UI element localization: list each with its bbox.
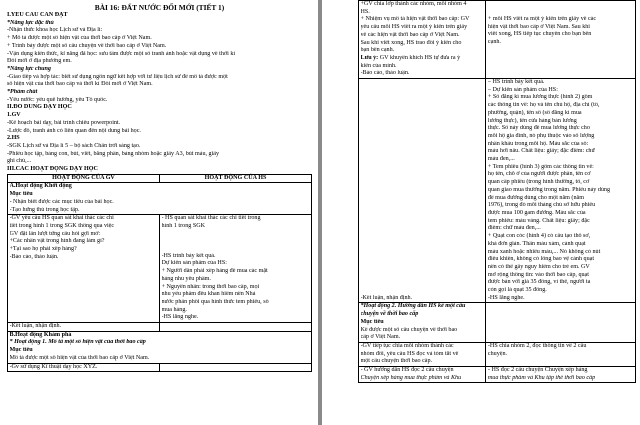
text-line: -SGK Lịch sử và Địa lí 5 – bộ sách Chân trời sáng tạo. (7, 142, 141, 149)
text-line: 1976), trong đó mỗi tháng chủ sở hữu phiếu (487, 202, 596, 209)
activity-a-title: A.Hoạt động Khởi động (9, 183, 72, 190)
text-line: Chuyện xếp hàng mua thực phẩm và Khu (360, 374, 462, 381)
text-line: -Báo cáo, thảo luận. (360, 70, 410, 77)
activities-table (7, 174, 312, 372)
text-line: tem phiếu: màu vàng. Chất liệu: giấy; đặc (487, 217, 590, 224)
text-line: bạn bên cạnh. (360, 47, 395, 54)
text-line: màu hơi nâu. Chất liệu: giấy; đặc điểm: chữ (487, 148, 595, 155)
text-line: cấp ở Việt Nam. (360, 334, 401, 341)
text-line: tiết trong hình 1 trong SGK thông qua việc (9, 222, 115, 229)
text-line: + Nhiệm vụ mô tả hiện vật thời bao cấp: GV (360, 16, 470, 23)
table-row (8, 331, 312, 363)
text-line: + Quạt con cóc (hình 4) có cấu tạo thô sơ, (487, 233, 591, 240)
objective-label: Mục tiêu (9, 191, 33, 198)
text-line: +Tại sao họ phải xếp hàng? (9, 246, 77, 253)
column-header-student: HOẠT ĐỘNG CỦA HS (160, 174, 312, 183)
text-line: nhân khẩu trong mỗi hộ. Màu sắc của sổ: (487, 140, 589, 147)
subheading-general-competence: *Năng lực chung (7, 65, 51, 72)
text-line: -Gv sử dụng Kĩ thuật dạy học XYZ. (9, 363, 98, 370)
note-text: GV khuyến khích HS tự đưa ra ý (378, 54, 461, 61)
text-line: điểm: chữ màu đen,... (487, 225, 541, 232)
text-line: -Lược đồ, tranh ảnh có liên quan đến nội dung bài học. (7, 127, 141, 134)
table-cell-teacher (359, 342, 486, 366)
text-line: - Nhận biết được các mục tiêu của bài học. (9, 198, 114, 205)
text-line: phường, quận), tên số (số đăng kí mua (487, 109, 582, 116)
text-line: điều khiển, không có lồng bao vệ cánh quạt (487, 256, 595, 263)
column-header-teacher: HOẠT ĐỘNG CỦA GV (8, 174, 160, 183)
text-line: -Kết luận, nhận định. (9, 323, 62, 330)
table-cell-teacher (8, 363, 160, 372)
activities-table-continued (358, 0, 636, 383)
text-line: + mỗi HS viết ra một ý kiến trên giấy về các (487, 16, 597, 22)
activity-2-title: *Hoạt động 2. Hướng dẫn HS kể một câu chuyện về thời bao cấp (360, 303, 466, 318)
section-teaching-materials: II.ĐỒ DÙNG DẠY HỌC (7, 104, 72, 111)
text-line: +GV chia lớp thành các nhóm, mỗi nhóm 4 (360, 1, 467, 7)
table-cell-teacher (359, 303, 486, 343)
text-line: Dự kiến sản phẩm của HS: (161, 260, 227, 267)
section-requirements: I.YÊU CẦU CẦN ĐẠT (7, 12, 68, 18)
text-line: – HS trình bày kết quả. (487, 79, 545, 86)
text-line: +Các nhân vật trong hình đang làm gì? (9, 238, 105, 245)
text-line: các thông tin về: họ và tên chủ hộ, địa chỉ (tổ, (487, 102, 600, 109)
text-line: -Tạo hứng thú trong học tập. (9, 206, 80, 213)
section-activities: III.CÁC HOẠT ĐỘNG DẠY HỌC (7, 166, 98, 173)
table-cell-student (160, 323, 312, 332)
text-line: họ tên, chỗ ở của người được phân, tên cơ (487, 171, 591, 178)
activity-b-title: B.Hoạt động Khám phá (9, 331, 72, 338)
subheading-students: 2.HS (7, 135, 20, 142)
text-line: được bán với giá 35 đồng, vì thế, người ta (487, 279, 591, 286)
text-line: -Yêu nước: yêu quê hương, yêu Tổ quốc. (7, 96, 108, 103)
text-line: yêu cầu mỗi HS viết ra một ý kiến trên giấy (360, 24, 468, 31)
table-cell-student (486, 303, 636, 343)
text-line: hiện vật thời bao cấp ở Việt Nam. Sau khi (487, 23, 590, 30)
text-line: màu đen,... (487, 156, 515, 163)
document-page-2 (322, 0, 640, 425)
text-line: quan giao mua thường trong năm. Phiếu này dùng (487, 186, 611, 193)
text-line: + Tem phiếu (hình 3) gồm các thông tin về: (487, 163, 594, 170)
text-line: - HS quan sát khai thác các chi tiết trong (161, 215, 261, 222)
table-cell-student (486, 79, 636, 303)
text-line: HS. (360, 8, 370, 15)
text-line: mỗi hộ gia đình, nó phụ thuộc vào số lượng (487, 132, 595, 139)
text-line: ghi chú,... (7, 158, 32, 165)
text-line: để mua đường dùng cho một năm (năm (487, 194, 584, 201)
text-line: nhu yếu phẩm đều khan hiếm nên Nhà (161, 291, 256, 298)
text-line: - GV hướng dẫn HS đọc 2 câu chuyện (360, 367, 454, 374)
table-cell-student (486, 1, 636, 79)
text-line: số hiện vật của thời bao cấp và thời kì Đổi mới ở Việt Nam. (7, 81, 153, 88)
table-cell-teacher (359, 79, 486, 303)
table-cell-teacher (359, 367, 486, 383)
text-line: GV đặt lần lượt từng câu hỏi gợi mở: (9, 230, 101, 237)
text-line: -Giao tiếp và hợp tác: biết sử dụng ngôn ngữ kết hợp với tư liệu lịch sử để mô tả được một (7, 73, 228, 80)
text-line: + Sổ đăng kí mua lương thực (hình 2) gồm (487, 94, 593, 101)
text-line: + Nguyên nhân: trong thời bao cấp, mọi (161, 283, 260, 290)
text-line: chuyện. (487, 350, 508, 357)
text-line: mua hàng. (161, 306, 187, 313)
text-line: cạnh. (487, 39, 501, 46)
text-line: màu xanh hoặc nhiều màu,... Nó không có nút (487, 248, 601, 255)
text-line: nên có thể gây nguy hiểm cho trẻ em. GV (487, 263, 590, 270)
text-line: -HS lắng nghe. (161, 314, 199, 321)
text-line: -Vận dụng kiến thức, kĩ năng đã học: sưu tầm được một số tranh ảnh hoặc vật dụng về thời kì (7, 50, 236, 57)
text-line: -GV tiếp tục chia mỗi nhóm thành các (360, 342, 454, 349)
text-line: quan cấp phiếu (trong hình thường, tổ, cơ (487, 179, 590, 186)
text-line: lương thực), tên cửa hàng bán lương (487, 117, 577, 124)
table-cell-teacher (8, 215, 160, 323)
text-line: Sau khi viết xong, HS trao đổi ý kiến cho (360, 39, 462, 46)
text-line: Mô tả được một số hiện vật của thời bao cấp ở Việt Nam. (9, 354, 150, 361)
text-line: Đổi mới ở địa phương em. (7, 58, 72, 65)
text-line: còn gọi là quạt 35 đồng. (487, 287, 547, 294)
objective-label: Mục tiêu (9, 347, 33, 354)
text-line: nhóm đôi, yêu cầu HS đọc và tóm tắt về (360, 350, 459, 357)
text-line: -HS lắng nghe. (487, 294, 525, 301)
objective-label: Mục tiêu (360, 318, 384, 325)
text-line: một câu chuyện thời bao cấp. (360, 358, 433, 365)
table-cell-student (486, 342, 636, 366)
text-line: + Trình bày được một số câu chuyện về thời bao cấp ở Việt Nam. (7, 42, 167, 49)
text-line: -GV yêu cầu HS quan sát khai thác các chi (9, 215, 114, 222)
text-line: -Nhận thức khoa học Lịch sử và Địa lí: (7, 27, 103, 34)
text-line: -HS trình bày kết quả. (161, 252, 216, 259)
text-line: mở rộng thông tin: vào thời bao cấp, quạt (487, 271, 589, 278)
text-line: - HS đọc 2 câu chuyện Chuyện xếp hàng (487, 367, 588, 374)
text-line: hình 1 trong SGK (161, 222, 206, 229)
text-line: Kể được một số câu chuyện về thời bao (360, 326, 458, 333)
lesson-title: BÀI 16: ĐẤT NƯỚC ĐỔI MỚI (TIẾT 1) (94, 3, 225, 12)
text-line: + Người dân phải xếp hàng để mua các mặt (161, 268, 268, 275)
text-line: được mua 100 gam đường. Màu sắc của (487, 209, 586, 216)
text-line: -Phiếu học tập, bảng con, bút, viết, băng phấn, bảng nhóm hoặc giấy A3, bút màu, giấy (7, 150, 220, 157)
table-cell-teacher (359, 1, 486, 79)
text-line: -Kế hoạch bài dạy, bài trình chiếu powerpoint. (7, 119, 121, 126)
text-line: -Kết luận, nhận định. (360, 294, 413, 301)
text-line: -HS chia nhóm 2, đọc thông tin về 2 câu (487, 342, 587, 349)
text-line: nước phân phối qua hình thức tem phiếu, sổ (161, 298, 269, 305)
text-line: -Báo cáo, thảo luận. (9, 253, 59, 260)
table-cell-student (160, 215, 312, 323)
subheading-teacher: 1.GV (7, 112, 21, 119)
subheading-specific-competence: *Năng lực đặc thù (7, 19, 54, 26)
text-line: mua thực phẩm và Khu tập thể thời bao cấp (487, 374, 596, 381)
document-page-1 (0, 0, 318, 425)
text-line: thực. Số này dùng để mua lương thực cho (487, 125, 590, 132)
note-label: Lưu ý: (360, 54, 379, 61)
subheading-qualities: *Phẩm chất (7, 89, 38, 96)
table-cell-student (486, 367, 636, 383)
text-line: hàng nhu yếu phẩm. (161, 275, 211, 282)
text-line: về các hiện vật thời bao cấp ở Việt Nam. (360, 31, 460, 38)
table-row (8, 183, 312, 215)
text-line: viết xong, HS tiếp tục chuyển cho bạn bên (487, 31, 592, 38)
table-cell-teacher (8, 323, 160, 332)
table-cell-student (160, 363, 312, 372)
text-line: – Dự kiến sản phẩm của HS: (487, 86, 558, 93)
text-line: + Mô tả được một số hiện vật của thời bao cấp ở Việt Nam. (7, 35, 152, 42)
text-line: khá đơn giản. Thân màu xám, cánh quạt (487, 240, 586, 247)
activity-1-title: * Hoạt động 1. Mô tả một số hiện vật của thời bao cấp (9, 339, 146, 346)
text-line: kiến của mình. (360, 62, 397, 69)
